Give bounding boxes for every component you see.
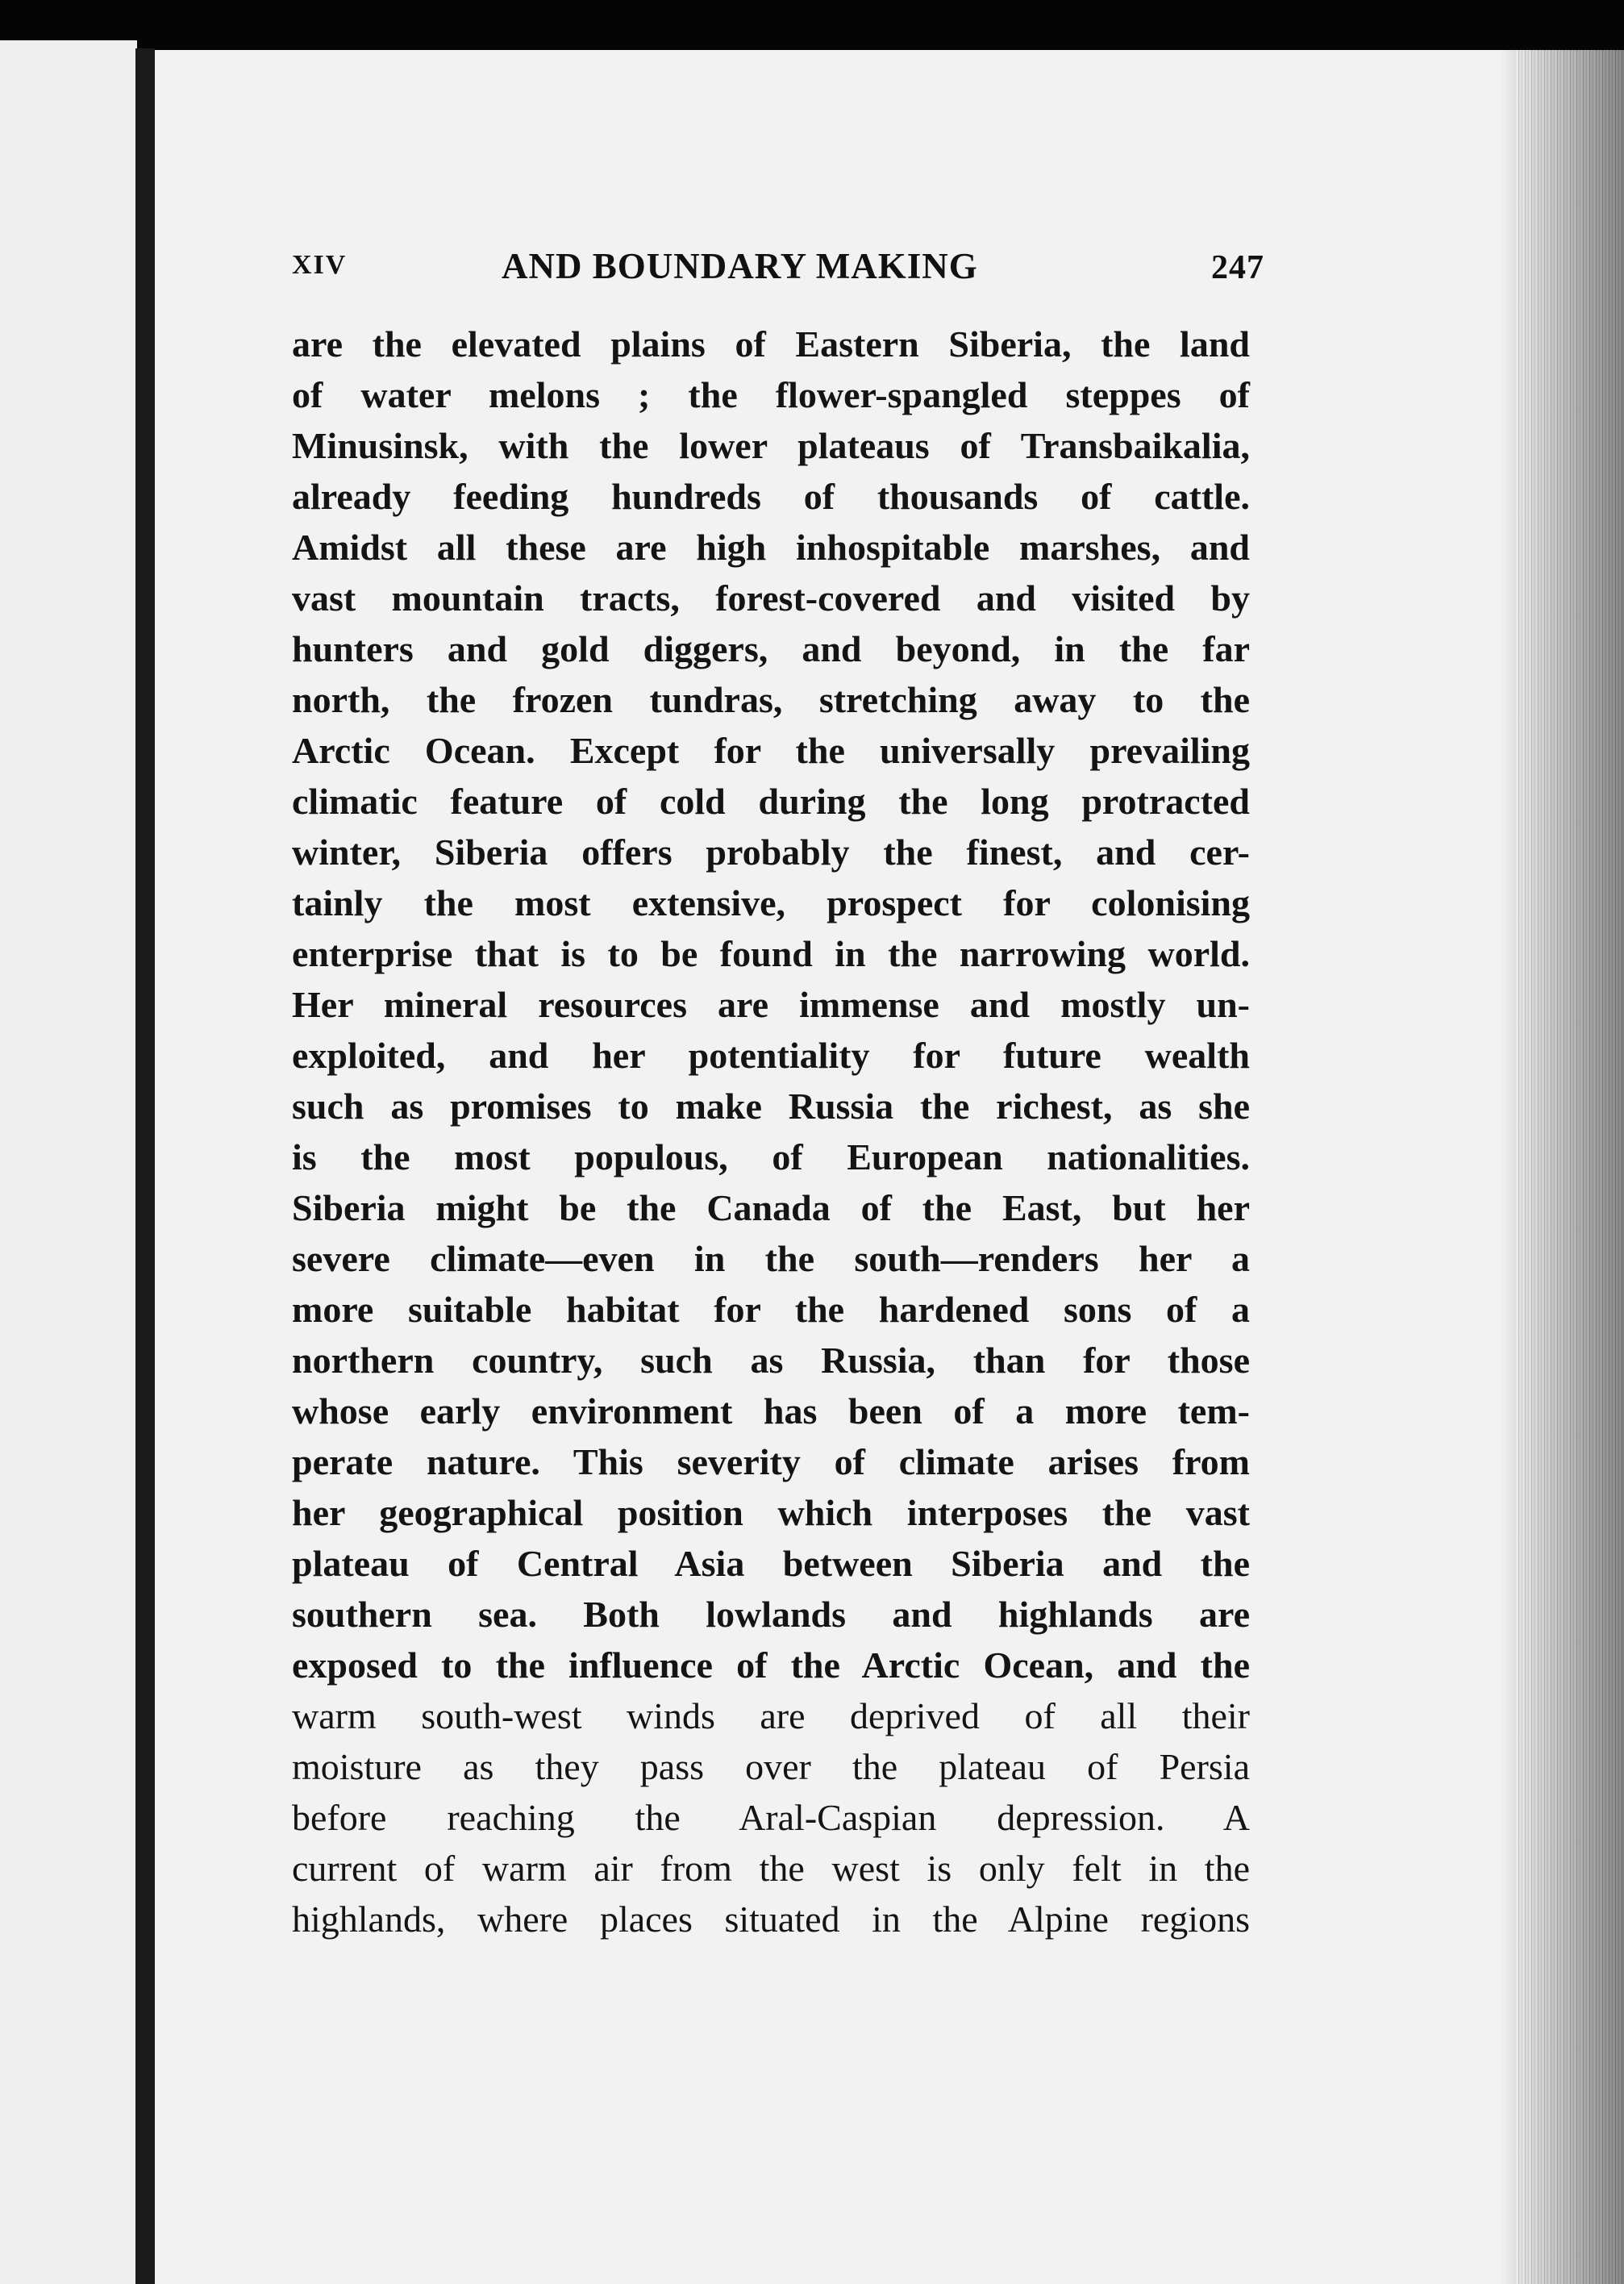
text-line: exposed to the influence of the Arctic Ocean, and the xyxy=(292,1644,1250,1686)
chapter-number: XIV xyxy=(292,250,348,280)
text-line: already feeding hundreds of thousands of cattle. xyxy=(292,476,1250,517)
text-line: winter, Siberia offers probably the finest, and cer- xyxy=(292,831,1250,873)
text-line: highlands, where places situated in the Alpine regions xyxy=(292,1898,1250,1940)
text-line: her geographical position which interposes the vast xyxy=(292,1492,1250,1533)
text-line: Siberia might be the Canada of the East, but her xyxy=(292,1187,1250,1228)
text-line: vast mountain tracts, forest-covered and visited by xyxy=(292,577,1250,619)
page-number: 247 xyxy=(1211,249,1264,286)
text-line: Minusinsk, with the lower plateaus of Transbaikalia, xyxy=(292,425,1250,466)
text-line: current of warm air from the west is only felt in the xyxy=(292,1848,1250,1889)
text-line: exploited, and her potentiality for future wealth xyxy=(292,1035,1250,1076)
text-line: northern country, such as Russia, than for those xyxy=(292,1340,1250,1381)
text-line: more suitable habitat for the hardened sons of a xyxy=(292,1289,1250,1330)
text-line: before reaching the Aral-Caspian depression. A xyxy=(292,1797,1250,1838)
text-line: moisture as they pass over the plateau of Persia xyxy=(292,1746,1250,1787)
running-head xyxy=(292,245,1264,294)
text-line: of water melons ; the flower-spangled steppes of xyxy=(292,374,1250,415)
body-text xyxy=(292,319,1250,1944)
text-line: whose early environment has been of a more tem- xyxy=(292,1390,1250,1432)
text-line: warm south-west winds are deprived of all their xyxy=(292,1695,1250,1736)
page-edges-stack xyxy=(1516,50,1624,2284)
text-line: are the elevated plains of Eastern Siberia, the land xyxy=(292,323,1250,365)
text-line: plateau of Central Asia between Siberia and the xyxy=(292,1543,1250,1584)
facing-page-edge xyxy=(0,40,137,2284)
text-line: southern sea. Both lowlands and highlands are xyxy=(292,1594,1250,1635)
text-line: severe climate—even in the south—renders her a xyxy=(292,1238,1250,1279)
text-line: enterprise that is to be found in the narrowing world. xyxy=(292,933,1250,974)
text-line: Arctic Ocean. Except for the universally prevailing xyxy=(292,730,1250,771)
text-line: hunters and gold diggers, and beyond, in the far xyxy=(292,628,1250,669)
running-title: AND BOUNDARY MAKING xyxy=(502,246,978,286)
text-line: perate nature. This severity of climate arises from xyxy=(292,1441,1250,1482)
text-line: such as promises to make Russia the richest, as she xyxy=(292,1086,1250,1127)
text-line: is the most populous, of European nationalities. xyxy=(292,1136,1250,1177)
text-line: tainly the most extensive, prospect for colonising xyxy=(292,882,1250,923)
text-line: Amidst all these are high inhospitable marshes, and xyxy=(292,527,1250,568)
book-gutter xyxy=(135,48,155,2284)
text-line: Her mineral resources are immense and mostly un- xyxy=(292,984,1250,1025)
text-line: climatic feature of cold during the long protracted xyxy=(292,781,1250,822)
text-line: north, the frozen tundras, stretching away to the xyxy=(292,679,1250,720)
